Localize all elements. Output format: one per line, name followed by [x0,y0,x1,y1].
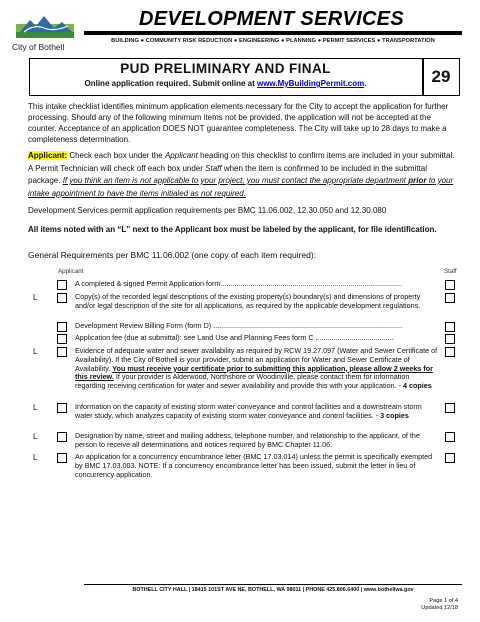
applicant-note-italic: If you think an item is not applicable to your project, you must contact the appropriate department [62,176,409,185]
footer-divider [84,584,462,585]
applicant-note [28,150,458,200]
checklist-item [75,347,441,391]
item-copies: 4 copies [403,381,432,391]
applicant-checkbox[interactable] [57,432,67,442]
applicant-note-text-3: when the item is confirmed to be included in the submittal package. [28,163,428,185]
prior-word: prior [408,176,427,185]
applicant-checkbox[interactable] [57,453,67,463]
applicant-word: Applicant [164,151,198,160]
label-required-mark: L [33,453,38,462]
requirements-line: Development Services permit application requirements per BMC 11.06.002, 12.30.050 and 12.30.080 [28,206,387,215]
label-required-mark: L [33,293,38,302]
staff-checkbox[interactable] [445,293,455,303]
form-subtitle [29,79,422,88]
item-text-c: If your provider is Alderwood, Northshore or Woodinville, please contact them for information regarding receiving certification for water and sewer availability and provide this with your application. - [75,372,410,391]
applicant-note-italic-2: to your intake appointment to have the items initialed as not required. [28,176,454,198]
checklist-item: Development Review Billing Form (form D) ............................................................................................... [75,321,403,330]
staff-checkbox[interactable] [445,322,455,332]
label-required-mark: L [33,432,38,441]
checklist-item: Application fee (due at submittal): see Land Use and Planning Fees form C ....................................... [75,333,394,342]
header-divider [84,31,462,35]
staff-checkbox[interactable] [445,453,455,463]
applicant-note-text-2: heading on this checklist to confirm items are included in your submittal. A Permit Technician will check off each box under [28,151,455,173]
staff-checkbox[interactable] [445,403,455,413]
staff-checkbox[interactable] [445,334,455,344]
subtitle-prefix: Online application required. Submit online at [84,79,257,88]
updated-date: Updated 12/18 [421,605,458,611]
footer-contact: BOTHELL CITY HALL | 18415 101ST AVE NE, BOTHELL, WA 98011 | PHONE 425.806.6400 | www.bothellwa.gov [132,587,414,593]
applicant-note-text-1: Check each box under the [67,151,165,160]
applicant-label: Applicant: [28,151,68,160]
item-text-b: You must receive your certificate prior to submitting this application, please allow 2 weeks for this review. [75,363,433,382]
form-title: PUD PRELIMINARY AND FINAL [120,61,331,76]
applicant-checkbox[interactable] [57,347,67,357]
checklist-item: Copy(s) of the recorded legal descriptions of the existing property(s) boundary(s) and dimensions of property and/or legal description of the site for all applications, as required by the applicable development regulations. [75,292,421,310]
item-text-a: Information on the capacity of existing storm water conveyance and control facilities and a downstream storm water study, which analyzes capacity of existing storm water conveyance and control facilities. - [75,402,422,420]
staff-checkbox[interactable] [445,280,455,290]
applicant-checkbox[interactable] [57,334,67,344]
checklist-item: A completed & signed Permit Application form........................................................................................... [75,279,403,288]
applicant-checkbox[interactable] [57,403,67,413]
applicant-checkbox[interactable] [57,280,67,290]
general-requirements-heading: General Requirements per BMC 11.06.002 (one copy of each item required): [28,250,317,260]
page-number: Page 1 of 4 [429,598,458,604]
staff-checkbox[interactable] [445,347,455,357]
city-name: City of Bothell [12,42,65,52]
label-required-mark: L [33,403,38,412]
department-title: DEVELOPMENT SERVICES [139,8,404,30]
mybuildingpermit-link[interactable]: www.MyBuildingPermit.com [256,79,365,88]
applicant-checkbox[interactable] [57,293,67,303]
checklist-item: An application for a concurrency encumbrance letter (BMC 17.03.014) unless the permit is specifically exempted by BMC 17.03.003. NOTE: If a concurrency encumbrance letter has been issued, submit the letter in lieu of concurrency application. [75,452,433,479]
item-text-a: Evidence of adequate water and sewer availability as required by RCW 19.27.097 (Water and Sewer Certificate of Availability). If the City of Bothell is your provider, submit an application for Water and Sewer Certificate of Availability. [75,346,438,373]
page-info [421,598,458,612]
intro-paragraph: This intake checklist identifies minimum application elements necessary for the City to accept the application for further processing. Should any of the following minimum items not be provided, the application will not be accepted at the counter. Acceptance of an application DOES NOT guarantee completeness. The City will take up to 28 days to make a completeness determination. [28,102,449,144]
checklist-item [75,403,441,421]
department-divisions: BUILDING ● COMMUNITY RISK REDUCTION ● ENGINEERING ● PLANNING ● PERMIT SERVICES ● TRANSPORTATION [111,38,435,44]
staff-column-header: Staff [444,268,457,275]
subtitle-suffix: . [364,79,367,88]
l-label-note: All items noted with an “L” next to the Applicant box must be labeled by the applicant, for file identification. [28,225,437,234]
form-number: 29 [422,58,460,96]
checklist-item: Designation by name, street and mailing address, telephone number, and relationship to the applicant, of the person to receive all determinations and notices required by BMC Chapter 11.06. [75,431,420,449]
applicant-column-header: Applicant [58,268,84,275]
item-copies: 3 copies [380,410,409,420]
staff-word: Staff [205,163,222,173]
applicant-checkbox[interactable] [57,322,67,332]
label-required-mark: L [33,347,38,356]
staff-checkbox[interactable] [445,432,455,442]
